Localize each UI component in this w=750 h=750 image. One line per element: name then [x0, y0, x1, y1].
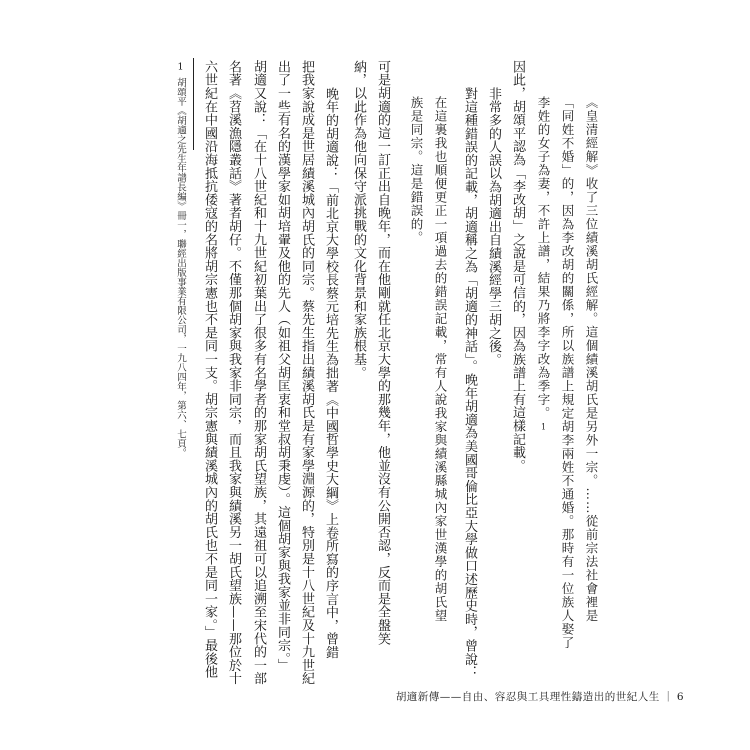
paragraph-5-line-5: 名著《苕溪漁隱叢話》著者胡仔。不僅那個胡家與我家非同宗，而且我家與績溪另一胡氏望族——那位於十	[226, 60, 241, 686]
footnote	[173, 62, 187, 458]
paragraph-3-line-1: 對這種錯誤的記載，胡適稱之為「胡適的神話」。晚年胡適為美國哥倫比亞大學做口述歷史時，曾說：	[462, 87, 477, 679]
paragraph-5-line-1: 晚年的胡適說：「前北京大學校長蔡元培先生為拙著《中國哲學史大綱》上卷所寫的序言中，曾錯	[323, 87, 338, 659]
paragraph-5-line-3: 出了一些有名的漢學家如胡培翬及他的先人（如祖父胡匡衷和堂叔胡秉虔）。這個胡家與我家並非同宗。」	[275, 60, 290, 673]
paragraph-5-line-4: 胡適又說：「在十八世紀和十九世紀初葉出了很多有名學者的那家胡氏望族，其遠祖可以追溯至宋代的一部	[251, 60, 266, 686]
paragraph-4-line-1: 可是胡適的這一訂正出自晚年，而在他剛就任北京大學的那幾年，他並沒有公開否認，反而是全盤笑	[375, 60, 390, 646]
footnote-reference: 1	[540, 423, 547, 431]
paragraph-5-line-2: 把我家說成是世居績溪城內胡氏的同宗。蔡先生指出績溪胡氏是有家學淵源的，特別是十八世紀及十九世紀	[299, 60, 314, 686]
block-quote-2-line-2: 族是同宗。這是錯誤的。	[409, 96, 424, 245]
paragraph-2-line-1: 非常多的人誤以為胡適出自績溪經學三胡之後。	[486, 87, 501, 367]
footnote-text: 胡頌平《胡適之先生年譜長編》冊一，聯經出版事業有限公司，一九八四年，第六、七頁。	[175, 77, 186, 458]
page-number: 6	[676, 691, 684, 703]
header-separator: ｜	[662, 691, 674, 703]
footnote-number: 1	[177, 62, 184, 72]
block-quote-1-line-2: 「同姓不婚」的，因為李改胡的關係，所以族譜上規定胡李兩姓不通婚。那時有一位族人娶了	[560, 96, 575, 650]
block-quote-2-line-1: 在這裏我也順便更正一項過去的錯誤記載，常有人說我家與績溪縣城內家世漢學的胡氏望	[433, 96, 448, 623]
paragraph-5-line-6: 六世紀在中國沿海抵抗倭寇的名將胡宗憲也不是同一支。胡宗憲與績溪城內的胡氏也不是同一家。」最後他	[202, 60, 217, 679]
block-quote-1-line-1: 《皇清經解》收了三位績溪胡氏經解。這個績溪胡氏是另外一宗。……從前宗法社會裡是	[584, 96, 599, 623]
running-header	[396, 690, 684, 704]
footnote-divider	[193, 58, 194, 150]
paragraph-1-line-1: 因此，胡頌平認為「李改胡」之說是可信的，因為族譜上有這樣記載。	[510, 60, 525, 473]
book-title: 胡適新傳——自由、容忍與工具理性鑄造出的世紀人生	[395, 691, 660, 703]
block-quote-1-line-3-text: 李姓的女子為妻，不許上譜，結果乃將李字改為季字。	[536, 96, 551, 420]
paragraph-4-line-2: 納，以此作為他向保守派挑戰的文化背景和家族根基。	[351, 60, 366, 380]
block-quote-1-line-3	[533, 96, 553, 431]
